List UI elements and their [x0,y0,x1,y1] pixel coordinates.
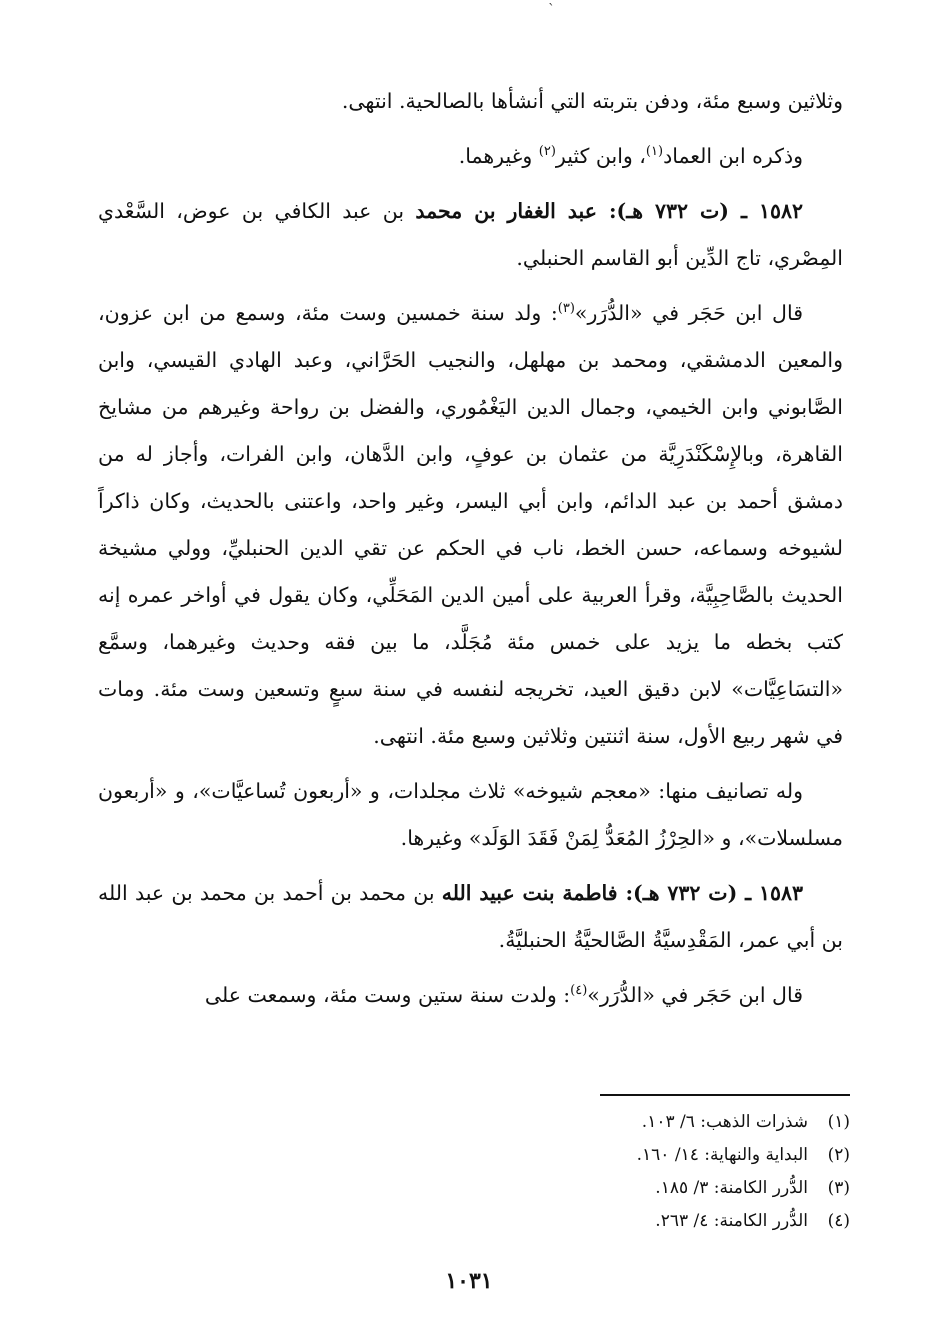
footnote-number: (١) [827,1112,850,1132]
footnotes [420,1106,850,1238]
paragraph [98,133,843,180]
footnote-number: (٢) [827,1145,850,1165]
text-span: قال ابن حَجَر في «الدُّرَر» [587,983,803,1007]
page-number: ١٠٣١ [445,1268,493,1294]
text-span: قال ابن حَجَر في «الدُّرَر» [574,301,803,325]
footnote-ref[interactable]: (٢) [538,144,556,160]
footnote-item [420,1172,850,1205]
paragraph [98,188,843,282]
text-span: وذكره ابن العماد [663,144,803,168]
main-text [98,78,843,1027]
footnote-item [420,1106,850,1139]
footnote-text: البداية والنهاية: ١٤/ ١٦٠. [636,1145,808,1165]
text-span: : ولد سنة خمسين وست مئة، وسمع من ابن عزون، والمعين الدمشقي، ومحمد بن مهلهل، والنجيب الحَرَّاني، وعبد الهادي القيسي، وابن الصَّابوني وابن الخيمي، وجمال الدين اليَغْمُوري، والفضل بن رواحة وغيرهم من مشايخ القاهرة، وبالإِسْكَنْدَرِيَّة من عثمان بن عوفٍ، وابن الدَّهان، وابن الفرات، وأجاز له من دمشق أحمد بن عبد الدائم، وابن أبي اليسر، وغير واحد، واعتنى بالحديث، وكان ذاكراً لشيوخه وسماعه، حسن الخط، ناب في الحكم عن تقي الدين الحنبليِّ، وولي مشيخة الحديث بالصَّاحِبِيَّة، وقرأ العربية على أمين الدين المَحَلِّي، وكان يقول في أواخر عمره إنه كتب بخطه ما يزيد على خمس مئة مُجَلَّد، ما بين فقه وحديث وغيرهما، وسمَّع «التسَاعِيَّات» لابن دقيق العيد، تخريجه لنفسه في سنة سبعٍ وتسعين وست مئة. ومات في شهر ربيع الأول، سنة اثنتين وثلاثين وسبع مئة. انتهى. [98,301,843,748]
entry-heading: ١٥٨٢ ـ (ت ٧٣٢ هـ): عبد الغفار بن محمد [415,199,803,223]
entry-heading: ١٥٨٣ ـ (ت ٧٣٢ هـ): فاطمة بنت عبيد الله [441,881,803,905]
text-span: : ولدت سنة ستين وست مئة، وسمعت على [204,983,571,1007]
text-span: وثلاثين وسبع مئة، ودفن بتربته التي أنشأها بالصالحية. انتهى. [341,89,843,113]
top-mark: ` [548,2,555,18]
footnote-ref[interactable]: (٣) [557,301,575,317]
text-span: وله تصانيف منها: «معجم شيوخه» ثلاث مجلدات، و «أربعون تُساعيَّات»، و «أربعون مسلسلات»، و «الحِرْزُ المُعَدُّ لِمَنْ فَقَدَ الوَلَد» وغيرها. [98,779,843,850]
footnote-divider [600,1094,850,1096]
footnote-text: الدُّرر الكامنة: ٣/ ١٨٥. [655,1178,808,1198]
paragraph [98,768,843,862]
footnote-ref[interactable]: (٤) [570,983,588,999]
footnote-ref[interactable]: (١) [645,144,664,160]
footnote-text: الدُّرر الكامنة: ٤/ ٢٦٣. [655,1211,808,1231]
paragraph [98,290,843,760]
paragraph [98,870,843,964]
footnote-item [420,1205,850,1238]
footnote-text: شذرات الذهب: ٦/ ١٠٣. [641,1112,808,1132]
footnote-item [420,1139,850,1172]
footnote-number: (٤) [827,1211,850,1231]
footnote-number: (٣) [827,1178,850,1198]
text-span: ، وابن كثير [555,144,646,168]
paragraph [98,78,843,125]
paragraph [98,972,843,1019]
text-span: بن عبد الكافي بن عوض، السَّعْدي المِصْري، تاج الدِّين أبو القاسم الحنبلي. [98,199,843,270]
text-span: وغيرهما. [458,144,539,168]
text-span: بن محمد بن أحمد بن محمد بن عبد الله بن أبي عمر، المَقْدِسيَّةُ الصَّالحيَّةُ الحنبليَّةُ. [98,881,843,952]
